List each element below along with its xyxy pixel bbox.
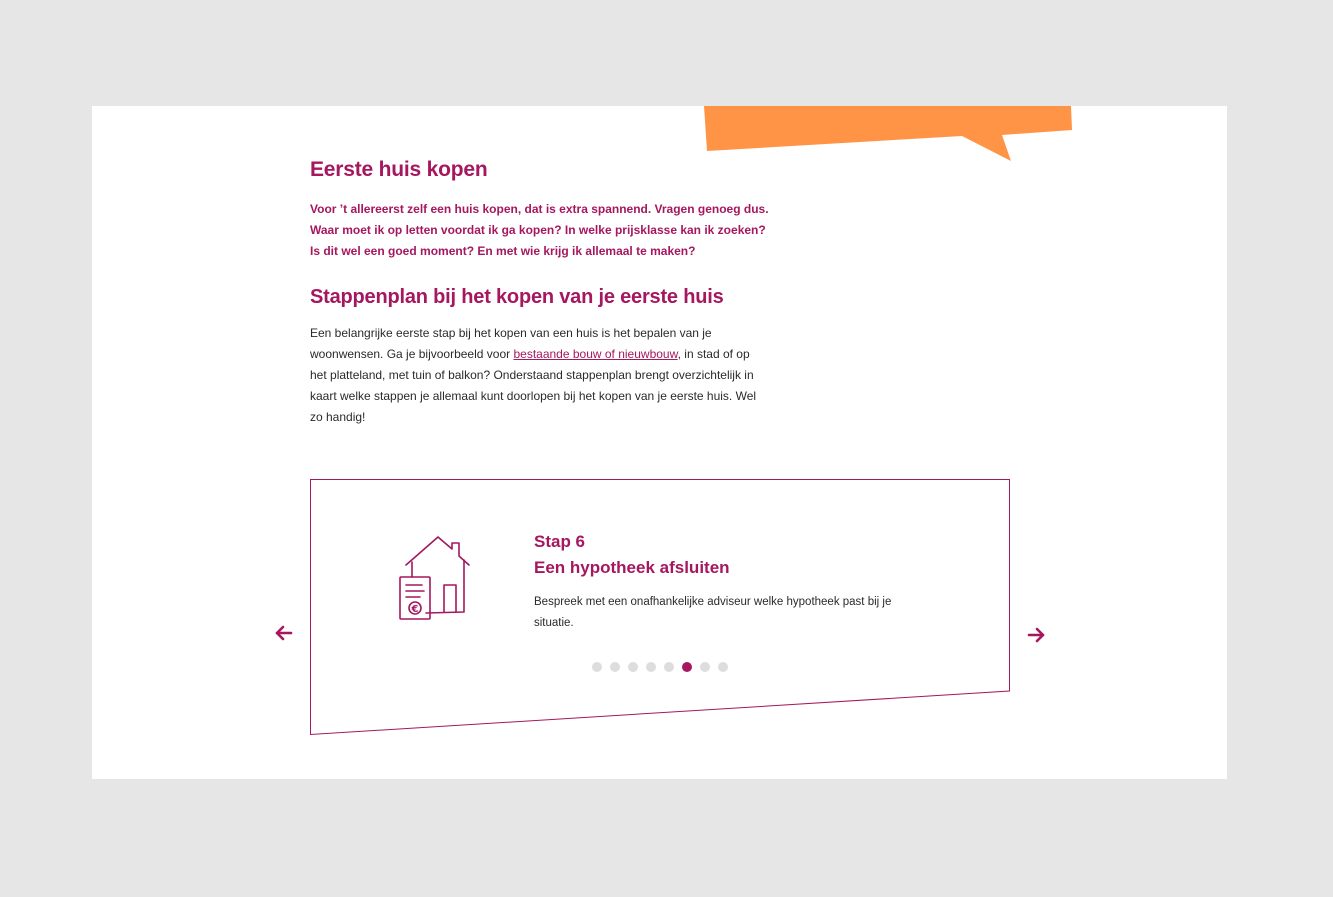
page-title: Eerste huis kopen — [310, 158, 488, 181]
page-card — [92, 106, 1227, 779]
arrow-right-icon[interactable] — [1027, 626, 1045, 644]
slider-dot-6-active[interactable] — [682, 662, 692, 672]
step-slider — [310, 479, 1010, 736]
body-text-before-link: Een belangrijke eerste stap bij het kopen van een huis is het bepalen van je woonwensen. Ga je bijvoorbeeld voor — [310, 326, 712, 361]
slider-dot-3[interactable] — [628, 662, 638, 672]
slider-dot-4[interactable] — [646, 662, 656, 672]
slider-dot-5[interactable] — [664, 662, 674, 672]
intro-text: Voor ’t allereerst zelf een huis kopen, dat is extra spannend. Vragen genoeg dus. Waar moet ik op letten voordat ik ga kopen? In welke prijsklasse kan ik zoeken? Is dit wel een goed moment? En met wie krijg ik allemaal te maken? — [310, 202, 769, 258]
step-heading — [534, 529, 730, 581]
svg-text:€: € — [411, 604, 419, 615]
bestaande-bouw-nieuwbouw-link[interactable]: bestaande bouw of nieuwbouw — [513, 347, 678, 361]
step-description: Bespreek met een onafhankelijke adviseur welke hypotheek past bij je situatie. — [534, 596, 892, 629]
slider-dot-1[interactable] — [592, 662, 602, 672]
arrow-left-icon[interactable] — [275, 624, 293, 642]
body-paragraph — [310, 323, 765, 428]
slider-dot-8[interactable] — [718, 662, 728, 672]
section-title: Stappenplan bij het kopen van je eerste huis — [310, 286, 724, 308]
slider-dot-2[interactable] — [610, 662, 620, 672]
house-with-mortgage-document-icon — [398, 535, 482, 625]
slider-dot-7[interactable] — [700, 662, 710, 672]
orange-speech-bubble-decoration — [704, 106, 1074, 166]
slider-pagination — [592, 662, 728, 672]
body-text-after-link: , in stad of op het platteland, met tuin of balkon? Onderstaand stappenplan brengt overzichtelijk in kaart welke stappen je allemaal kunt doorlopen bij het kopen van je eerste huis. Wel zo handig! — [310, 347, 757, 424]
step-title: Een hypotheek afsluiten — [534, 558, 730, 577]
article-content — [310, 158, 770, 428]
step-label: Stap 6 — [534, 532, 586, 551]
